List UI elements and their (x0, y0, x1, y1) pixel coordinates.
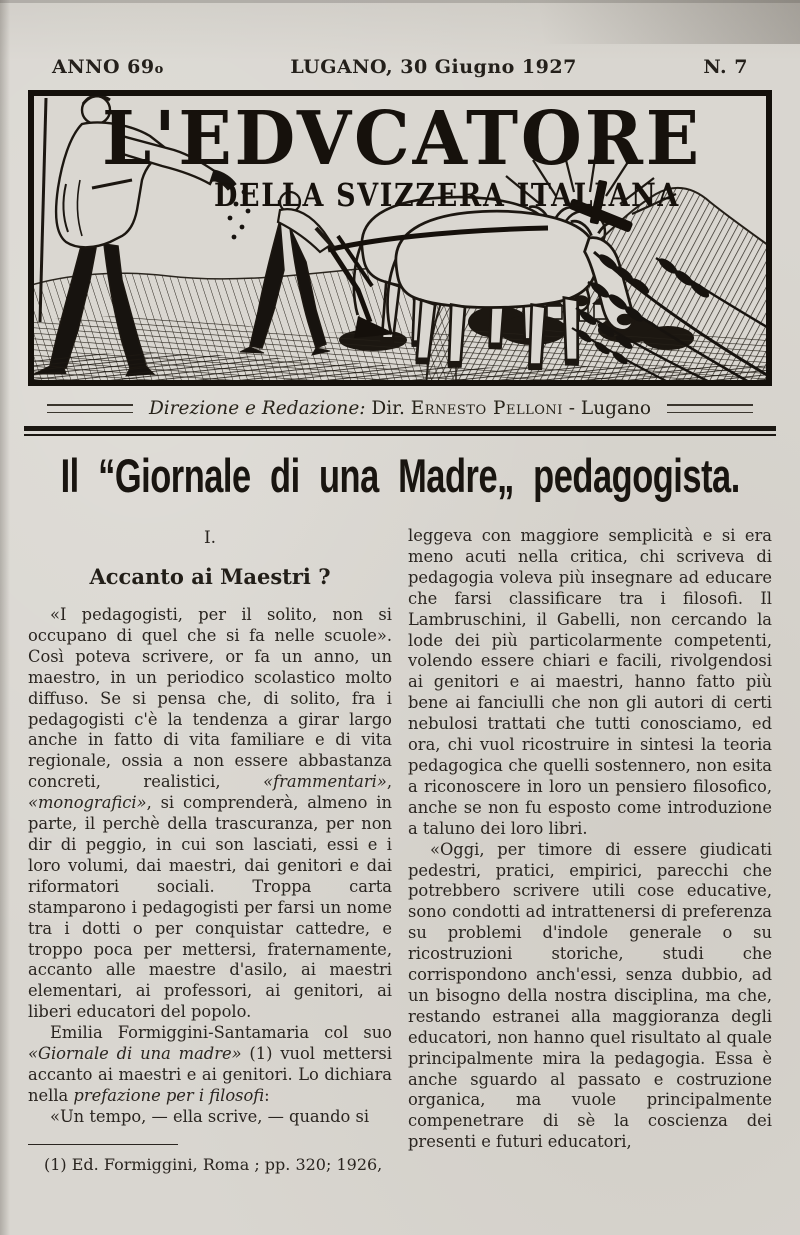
paragraph: «Oggi, per timore di essere giudicati pedestri, pratici, empirici, parecchi che potrebbero scrivere utili cose educative, sono condotti ad intrattenersi di preferenza su problemi d'indole generale o su ricostruzioni storiche, studi che corrispondono anch'essi, senza dubbio, ad un bisogno della nostra disciplina, ma che, restando estranei alla maggioranza degli educatori, non hanno quel risultato al quale principalmente mira la pedagogia. Essa è anche sguardo al passato e costruzione organica, ma vuole principalmente compenetrare di sè la coscienza dei presenti e futuri educatori, (408, 839, 772, 1152)
scan-left-shadow (0, 0, 10, 1235)
issue-number-label: N. 7 (703, 56, 748, 78)
masthead-illustration (28, 90, 772, 386)
paragraph: «I pedagogisti, per il solito, non si occupano di quel che si fa nelle scuole». Così poteva scrivere, or fa un anno, un maestro, in un periodico scolastico molto diffuso. Se si pensa che, di solito, fra i pedagogisti c'è la tendenza a girar largo anche in fatto di vita familiare e di vita regionale, ossia a non essere abbastanza concreti, realistici, «frammentari», «monografici», si comprenderà, almeno in parte, il perchè della trascuranza, per non dir di peggio, in cui son lasciati, essi e i loro volumi, dai maestri, dai genitori e dai riformatori sociali. Troppa carta stamparono i pedagogisti per farsi un nome tra i dotti o per conquistar cattedre, e troppo poca per mettersi, fraternamente, accanto alle maestre d'asilo, ai maestri elementari, ai professori, ai genitori, ai liberi educatori del popolo. (28, 605, 392, 1022)
article-columns (0, 526, 800, 1175)
footnote-block (28, 1144, 392, 1175)
caption-text (149, 398, 651, 419)
footnote-text: (1) Ed. Formiggini, Roma ; pp. 320; 1926, (44, 1154, 383, 1174)
place-date-label: LUGANO, 30 Giugno 1927 (290, 56, 577, 78)
paragraph: «Un tempo, — ella scrive, — quando si (50, 1106, 370, 1126)
masthead-title: L'EDVCATORE (102, 96, 702, 182)
footnote-rule (28, 1144, 178, 1145)
left-column (28, 526, 392, 1175)
caption-suffix: - Lugano (568, 398, 652, 419)
masthead-subtitle: DELLA SVIZZERA ITALIANA (214, 176, 680, 214)
right-column (408, 526, 772, 1175)
caption-rule-left (47, 404, 133, 413)
director-name: Ernesto Pelloni (410, 398, 563, 419)
header-divider-rule (24, 426, 776, 436)
section-number: I. (203, 528, 217, 548)
anno-label: ANNO 69o (52, 56, 164, 78)
caption-label: Direzione e Redazione: (148, 398, 366, 419)
section-heading: Accanto ai Maestri ? (89, 564, 331, 589)
anno-ordinal: o (154, 62, 164, 77)
masthead (28, 90, 772, 386)
caption-dir-prefix: Dir. (371, 398, 405, 419)
article-title: Il “Giornale di una Madre„ pedagogista. (60, 450, 740, 503)
paragraph: leggeva con maggiore semplicità e si era meno acuti nella critica, chi scriveva di pedagogia voleva più insegnare ad educare che farsi classificare tra i filosofi. Il Lambruschini, il Gabelli, non cercando la lode dei più particolarmente competenti, volendo essere chiari e facili, rivolgendosi ai genitori e ai maestri, hanno fatto più bene ai fanciulli che non gli autori di certi nebulosi trattati che tutti conosciamo, ed ora, chi vuol ricostruire in sintesi la teoria pedagogica che quelli sostennero, non esita a riconoscere in loro un pensiero filosofico, anche se non fu esposto come introduzione a taluno dei loro libri. (408, 526, 772, 838)
scan-corner-shadow (440, 0, 800, 44)
caption-rule-right (667, 404, 753, 413)
paragraph: Emilia Formiggini-Santamaria col suo «Giornale di una madre» (1) vuol mettersi accanto ai maestri e ai genitori. Lo dichiara nella prefazione per i filosofi: (28, 1023, 392, 1105)
masthead-caption (0, 398, 800, 419)
